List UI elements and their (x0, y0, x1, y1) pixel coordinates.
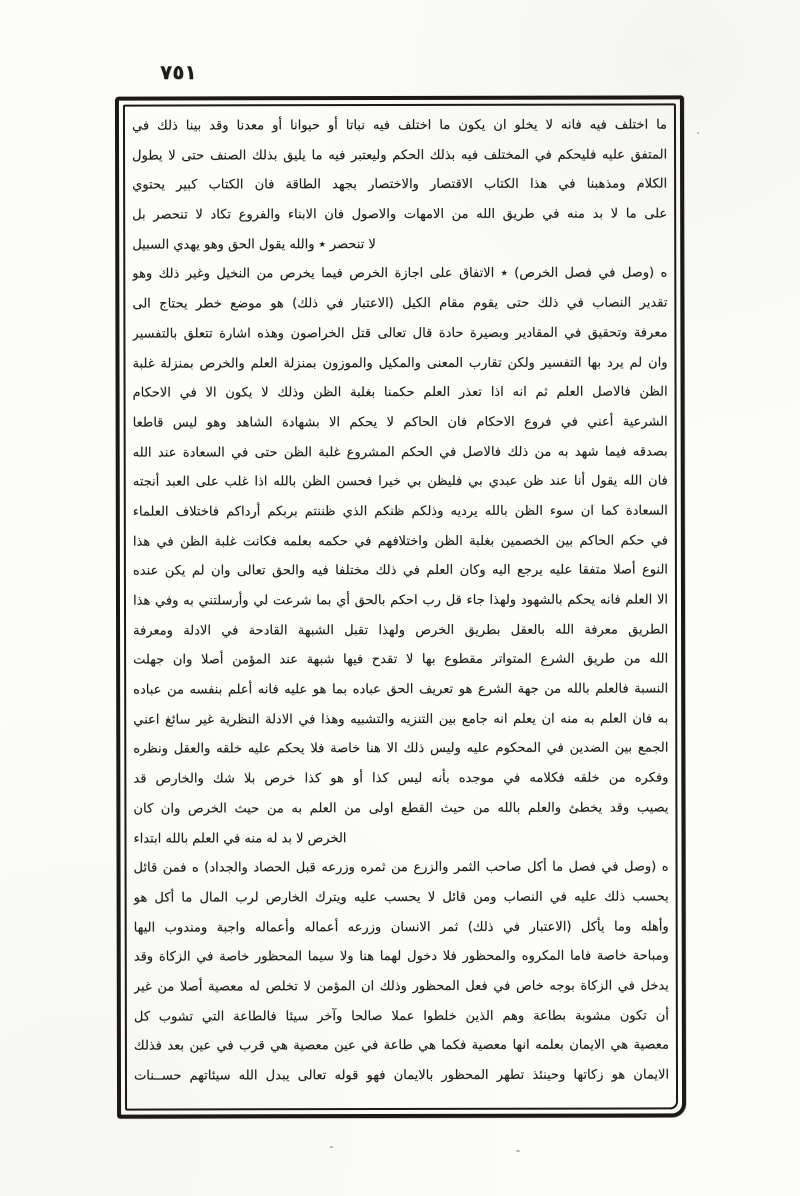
text-line: النسبة فالعلم بالله من جهة الشرع هو تعريف الحق عباده بما هو عليه فانه أعلم بنفسه من عباده (133, 681, 669, 698)
text-line: وأهله وما يأكل (الاعتبار في ذلك) ثمر الانسان وزرعه أعماله وأعماله واجبة ومندوب اليها (133, 919, 669, 936)
text-line: على ما لا بد منه في طريق الله من الامهات والاصول فان الابناء والفروع تكاد لا تنحصر بل (132, 206, 668, 223)
text-block (132, 110, 669, 1103)
text-line: ه (وصل في فصل الخرص) ٭ الاتفاق على اجازة الخرص فيما يخرص من النخيل وغير ذلك وهو (132, 265, 668, 282)
text-line: ما اختلف فيه فانه لا يخلو ان يكون ما اختلف فيه نباتا أو حيوانا أو معدنا وقد بينا ذلك في (131, 117, 668, 134)
text-line: النوع أصلا متفقا عليه يرجع اليه وكان العلم في ذلك مختلفا فيه والحق تعالى وان لم يكن عنده (132, 562, 668, 579)
text-line: الكلام ومذهبنا في هذا الكتاب الاقتصار والاختصار بجهد الطاقة فان الكتاب كبير يحتوي (132, 176, 668, 193)
text-line: المتفق عليه فليحكم في المختلف فيه بذلك الحكم وليعتبر فيه ما يليق بذلك الصنف حتى لا يطول (132, 147, 668, 164)
text-line: في حكم الحاكم بين الخصمين بغلبة الظن واختلافهم في حكمه بعلمه فكانت غلبة الظن في هذا (132, 533, 668, 550)
text-line: يحسب ذلك عليه في النصاب ومن قائل لا يحسب عليه ويترك الخارص لرب المال ما أكل هو (133, 889, 669, 906)
text-line: الا العلم فانه يحكم بالشهود ولهذا جاء قل رب احكم بالحق أي بما شرعت لي وأرسلتني به وفي هذا (132, 592, 669, 609)
text-line: فان الله يقول أنا عند ظن عبدي بي فليظن بي خيرا فحسن الظن بالله اذا غلب على العبد أنجته (132, 473, 668, 490)
page-number: ٧٥١ (160, 60, 197, 84)
scan-speck (697, 132, 699, 134)
text-line: الظن فالاصل العلم ثم انه اذا تعذر العلم حكمنا بغلبة الظن وذلك لا يكون الا في الاحكام (132, 384, 668, 401)
text-line: به فان العلم به منه ان يعلم انه جامع بين التنزيه والتشبيه وهذا في الادلة النظرية غير سائغ اعني (133, 711, 669, 728)
text-line: تقدير النصاب في ذلك حتى يقوم مقام الكيل (الاعتبار في ذلك) هو موضع خطر يحتاج الى (132, 295, 668, 312)
text-line: معرفة وتحقيق في المقادير وبصيرة حادة قال تعالى قتل الخراصون وهذه اشارة تتعلق بالتفسير (132, 325, 668, 342)
text-line: ومباحة خاصة فاما المكروه والمحظور فلا دخول لهما هنا ولا سيما المحظور خاصة في الزكاة وقد (133, 948, 669, 965)
text-line: لا تنحصر ٭ والله يقول الحق وهو يهدي السبيل (132, 236, 376, 253)
text-line: الجمع بين الضدين في المحكوم عليه وليس ذلك الا هنا خاصة فلا يحكم عليه خلقه والعقل ونظره (133, 740, 669, 757)
text-line: يصيب وقد يخطئ والعلم بالله من حيث القطع اولى من العلم به من حيث الخرص وان كان (133, 800, 669, 817)
text-line: الخرص لا بد له منه في العلم بالله ابتداء (133, 830, 347, 847)
text-line: ه (وصل في فصل ما أكل صاحب الثمر والزرع من ثمره وزرعه قبل الحصاد والجداد) ه فمن قائل (133, 859, 669, 876)
text-line: بصدقه فيما شهد به من ذلك فالاصل في الحكم المشروع غلبة الظن حتى في السعادة عند الله (132, 444, 668, 461)
text-line: الله من طريق الشرع المتواتر مقطوع بها لا تقدح فيها شبهة عند المؤمن أصلا وان جهلت (133, 651, 669, 668)
scan-speck (330, 1146, 333, 1148)
text-line: الايمان هو زكاتها وحينئذ تطهر المحظور بالايمان فهو قوله تعالى يبدل الله سيئاتهم حســنات (133, 1067, 669, 1084)
text-line: السعادة كما ان سوء الظن بالله يرديه وذلكم ظنكم الذي ظننتم بربكم أرداكم فاختلاف العلماء (132, 503, 668, 520)
text-line: وفكره من خلقه فكلامه في موجده بأنه ليس كذا أو هو كذا خرص بلا شك والخارص قد (133, 770, 669, 787)
page-frame-inner (123, 103, 678, 1110)
scan-speck (516, 1150, 520, 1152)
text-line: أن تكون مشوبة بطاعة وهم الذين خلطوا عملا صالحا وآخر سيئا فالطاعة التي تشوب كل (133, 1008, 669, 1025)
page-frame (115, 95, 686, 1118)
text-line: وان لم يرد بها التفسير ولكن تقارب المعنى والمكيل والموزون بمنزلة العلم والخرص بمنزلة غلبة (132, 354, 668, 372)
text-line: يدخل في الزكاة بوجه خاص في فعل المحظور وذلك ان المؤمن لا تخلص له معصية أصلا من غير (133, 978, 669, 995)
text-line: الطريق معرفة الله بالعقل بطريق الخرص ولهذا تقبل الشبهة القادحة في الادلة ومعرفة (133, 622, 669, 639)
text-line: معصية هي الايمان بعلمه انها معصية فكما هي طاعة في عين معصية هي قرب في عين بعد فذلك (133, 1037, 669, 1054)
text-line: الشرعية أعني في فروع الاحكام فان الحاكم لا يحكم الا بشهادة الشاهد وهو ليس قاطعا (132, 414, 668, 431)
